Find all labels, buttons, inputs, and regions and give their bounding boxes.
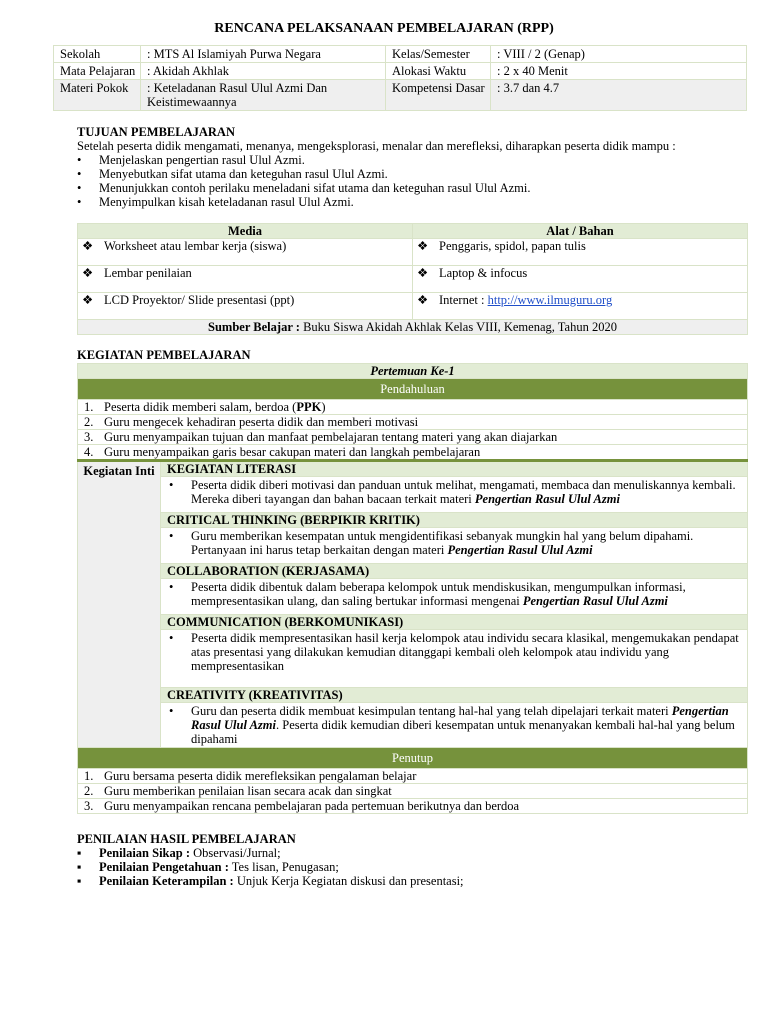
list-item [77, 860, 747, 874]
penilaian-list [77, 846, 747, 888]
info-label: Alokasi Waktu [386, 63, 491, 80]
diamond-bullet-icon: ❖ [82, 239, 94, 253]
info-label: Kelas/Semester [386, 46, 491, 63]
list-item: • Menyebutkan sifat utama dan keteguhan rasul Ulul Azmi. [77, 167, 747, 181]
media-cell [78, 239, 413, 266]
inti-body [161, 528, 748, 564]
tujuan-heading: TUJUAN PEMBELAJARAN [77, 125, 235, 139]
table-row [78, 799, 748, 814]
inti-subheading: CREATIVITY (KREATIVITAS) [161, 688, 748, 703]
pen-cell [78, 799, 748, 814]
bullet-icon: • [169, 704, 174, 718]
inti-text: Peserta didik dibentuk dalam beberapa kelompok untuk mendiskusikan, mengumpulkan informasi, mempresentasikan ulang, dan saling bertukar informasi mengenai [191, 580, 686, 608]
inti-row [78, 703, 748, 748]
info-label: Mata Pelajaran [54, 63, 141, 80]
inti-label: Kegiatan Inti [78, 461, 161, 748]
media-item: LCD Proyektor/ Slide presentasi (ppt) [104, 293, 295, 307]
alat-item: Penggaris, spidol, papan tulis [439, 239, 586, 253]
media-item: Lembar penilaian [104, 266, 192, 280]
inti-emphasis: Pengertian Rasul Ulul Azmi [447, 543, 593, 557]
item-text: Guru menyampaikan rencana pembelajaran pada pertemuan berikutnya dan berdoa [104, 799, 520, 813]
inti-row [78, 528, 748, 564]
media-row [78, 293, 748, 320]
tujuan-section [77, 139, 747, 209]
info-table [53, 45, 747, 111]
pertemuan-label: Pertemuan Ke-1 [78, 364, 748, 379]
list-item: • Menunjukkan contoh perilaku meneladani sifat utama dan keteguhan rasul Ulul Azmi. [77, 181, 747, 195]
penilaian-label: Penilaian Sikap : [99, 846, 190, 860]
penilaian-section [77, 832, 747, 888]
diamond-bullet-icon: ❖ [82, 293, 94, 307]
item-number: 1. [84, 769, 94, 783]
list-item: • Menjelaskan pengertian rasul Ulul Azmi. [77, 153, 747, 167]
alat-cell [413, 239, 748, 266]
inti-text: . Peserta didik kemudian diberi kesempatan untuk menanyakan kembali hal-hal yang belum dipahami [191, 718, 735, 746]
alat-cell [413, 266, 748, 293]
media-header: Media [78, 224, 413, 239]
inti-text: Peserta didik diberi motivasi dan panduan untuk melihat, mengamati, membaca dan menuliskannya kembali. Mereka diberi tayangan dan bahan bacaan terkait materi [191, 478, 736, 506]
sumber-row [78, 320, 748, 335]
media-row [78, 239, 748, 266]
inti-text: Guru dan peserta didik membuat kesimpulan tentang hal-hal yang telah dipelajari terkait materi [191, 704, 672, 718]
penutup-label: Penutup [78, 748, 748, 769]
info-value: : 2 x 40 Menit [491, 63, 747, 80]
info-value: : MTS Al Islamiyah Purwa Negara [141, 46, 386, 63]
inti-subheading: KEGIATAN LITERASI [161, 461, 748, 477]
inti-emphasis: Pengertian Rasul Ulul Azmi [191, 704, 729, 732]
document-title: RENCANA PELAKSANAAN PEMBELAJARAN (RPP) [214, 21, 554, 36]
penilaian-text: Tes lisan, Penugasan; [228, 860, 339, 874]
media-cell [78, 266, 413, 293]
tujuan-list [77, 153, 747, 209]
info-row [54, 63, 747, 80]
info-label: Sekolah [54, 46, 141, 63]
inti-subheading: COMMUNICATION (BERKOMUNIKASI) [161, 615, 748, 630]
inti-body [161, 703, 748, 748]
kegiatan-heading: KEGIATAN PEMBELAJARAN [77, 348, 251, 362]
penutup-row [78, 748, 748, 769]
inti-body [161, 477, 748, 513]
pend-cell [78, 430, 748, 445]
inti-row [78, 513, 748, 528]
inti-row [78, 615, 748, 630]
internet-link[interactable]: http://www.ilmuguru.org [487, 293, 613, 307]
bullet-icon: • [169, 478, 174, 492]
pendahuluan-label: Pendahuluan [78, 379, 748, 400]
list-item: • Menyimpulkan kisah keteladanan rasul Ulul Azmi. [77, 195, 747, 209]
sumber-cell [78, 320, 748, 335]
info-value: : Keteladanan Rasul Ulul Azmi Dan Keistimewaannya [141, 80, 386, 111]
media-item: Worksheet atau lembar kerja (siswa) [104, 239, 287, 253]
bullet-icon: • [169, 631, 174, 645]
penilaian-label: Penilaian Pengetahuan : [99, 860, 229, 874]
table-row [78, 784, 748, 799]
item-text: Guru menyampaikan tujuan dan manfaat pembelajaran tentang materi yang akan diajarkan [104, 430, 558, 444]
alat-header: Alat / Bahan [413, 224, 748, 239]
inti-text: Peserta didik mempresentasikan hasil kerja kelompok atau individu secara klasikal, mengemukakan pendapat atas presentasi yang dilakukan kemudian ditanggapi kembali oleh kelompok atau individu yang mempresentasikan [191, 631, 739, 673]
inti-body [161, 630, 748, 688]
item-number: 2. [84, 784, 94, 798]
item-number: 1. [84, 400, 94, 414]
diamond-bullet-icon: ❖ [417, 239, 429, 253]
inti-emphasis: Pengertian Rasul Ulul Azmi [522, 594, 668, 608]
info-row [54, 80, 747, 111]
kegiatan-table [77, 363, 748, 814]
inti-subheading: COLLABORATION (KERJASAMA) [161, 564, 748, 579]
list-item [77, 846, 747, 860]
item-number: 4. [84, 445, 94, 459]
item-text: Guru menyampaikan garis besar cakupan materi dan langkah pembelajaran [104, 445, 481, 459]
table-row [78, 415, 748, 430]
pend-cell [78, 445, 748, 461]
pendahuluan-row [78, 379, 748, 400]
inti-text: Guru memberikan kesempatan untuk mengidentifikasi sebanyak mungkin hal yang belum dipahami. Pertanyaan ini harus tetap berkaitan dengan materi [191, 529, 694, 557]
item-text: Peserta didik memberi salam, berdoa ( [104, 400, 297, 414]
item-number: 3. [84, 799, 94, 813]
tujuan-intro: Setelah peserta didik mengamati, menanya, mengeksplorasi, menalar dan merefleksi, diharapkan peserta didik mampu : [77, 139, 676, 153]
table-row [78, 769, 748, 784]
item-text: ) [321, 400, 326, 414]
inti-row [78, 688, 748, 703]
item-text: Guru bersama peserta didik merefleksikan pengalaman belajar [104, 769, 417, 783]
table-row [78, 445, 748, 461]
item-text: Guru mengecek kehadiran peserta didik dan memberi motivasi [104, 415, 419, 429]
inti-row [78, 564, 748, 579]
info-label: Materi Pokok [54, 80, 141, 111]
media-row [78, 266, 748, 293]
pen-cell [78, 784, 748, 799]
info-row [54, 46, 747, 63]
penilaian-text: Observasi/Jurnal; [190, 846, 281, 860]
item-text: Guru memberikan penilaian lisan secara acak dan singkat [104, 784, 392, 798]
inti-body [161, 579, 748, 615]
info-label: Kompetensi Dasar [386, 80, 491, 111]
bullet-icon: • [169, 529, 174, 543]
pen-cell [78, 769, 748, 784]
item-number: 2. [84, 415, 94, 429]
alat-cell [413, 293, 748, 320]
alat-item: Internet : [439, 293, 488, 307]
diamond-bullet-icon: ❖ [82, 266, 94, 280]
pertemuan-row [78, 364, 748, 379]
media-cell [78, 293, 413, 320]
diamond-bullet-icon: ❖ [417, 293, 429, 307]
penilaian-text: Unjuk Kerja Kegiatan diskusi dan presentasi; [233, 874, 464, 888]
inti-subheading: CRITICAL THINKING (BERPIKIR KRITIK) [161, 513, 748, 528]
penilaian-heading: PENILAIAN HASIL PEMBELAJARAN [77, 832, 296, 846]
pend-cell [78, 400, 748, 415]
info-value: : Akidah Akhlak [141, 63, 386, 80]
pend-cell [78, 415, 748, 430]
bullet-icon: • [169, 580, 174, 594]
table-row [78, 430, 748, 445]
alat-item: Laptop & infocus [439, 266, 528, 280]
inti-row [78, 461, 748, 477]
penilaian-label: Penilaian Keterampilan : [99, 874, 234, 888]
item-bold: PPK [296, 400, 322, 414]
diamond-bullet-icon: ❖ [417, 266, 429, 280]
table-row [78, 400, 748, 415]
item-number: 3. [84, 430, 94, 444]
media-header-row [78, 224, 748, 239]
sumber-label: Sumber Belajar : [208, 320, 300, 334]
sumber-text: Buku Siswa Akidah Akhlak Kelas VIII, Kemenag, Tahun 2020 [299, 320, 617, 334]
info-value: : VIII / 2 (Genap) [491, 46, 747, 63]
list-item [77, 874, 747, 888]
inti-row [78, 630, 748, 688]
inti-row [78, 477, 748, 513]
inti-emphasis: Pengertian Rasul Ulul Azmi [474, 492, 620, 506]
inti-row [78, 579, 748, 615]
media-table [77, 223, 748, 335]
info-value: : 3.7 dan 4.7 [491, 80, 747, 111]
